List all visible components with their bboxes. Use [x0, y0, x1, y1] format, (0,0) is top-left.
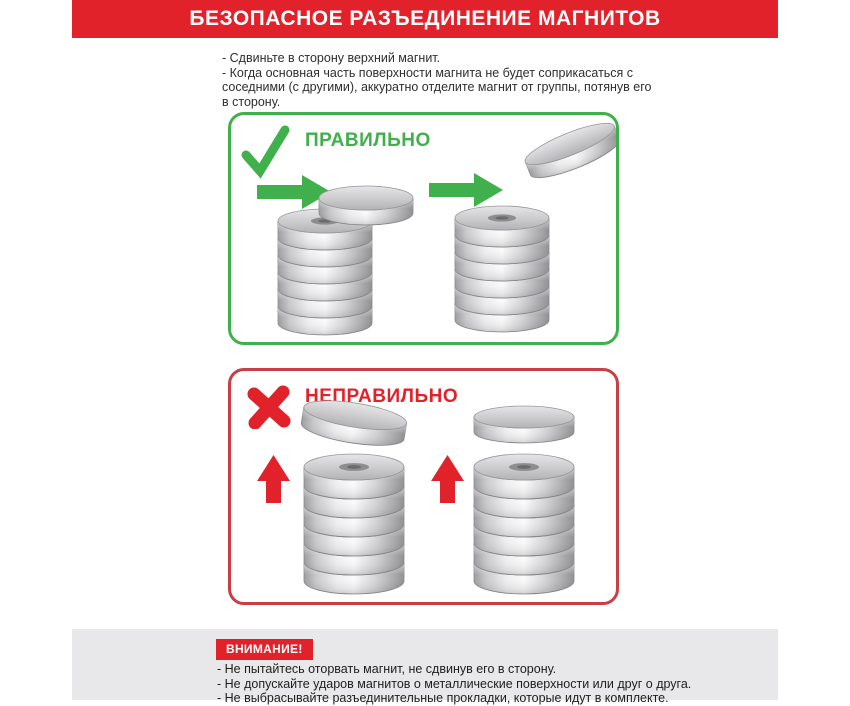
- correct-panel: [228, 112, 619, 345]
- magnet-disc-floating: [474, 406, 574, 443]
- warning-item: - Не допускайте ударов магнитов о металлические поверхности или друг о друга.: [217, 676, 692, 691]
- magnet-stack: [304, 454, 404, 594]
- magnet-disc-slid: [319, 186, 413, 225]
- instruction-line: - Сдвиньте в сторону верхний магнит.: [222, 51, 441, 65]
- incorrect-label: НЕПРАВИЛЬНО: [305, 386, 459, 407]
- warning-list: [217, 662, 691, 706]
- warning-item: - Не выбрасывайте разъединительные прокладки, которые идут в комплекте.: [217, 691, 669, 705]
- pull-up-arrow-icon: [257, 455, 290, 503]
- correct-label: ПРАВИЛЬНО: [305, 130, 431, 151]
- pull-up-arrow-icon: [431, 455, 464, 503]
- magnet-stack: [474, 454, 574, 594]
- incorrect-panel: [228, 368, 619, 605]
- warning-band: [72, 629, 778, 705]
- header-bar: [72, 0, 778, 38]
- magnet-disc-tilted: [299, 395, 408, 451]
- slide-right-arrow-icon: [429, 173, 503, 207]
- correct-scene: [231, 115, 616, 342]
- warning-item: - Не пытайтесь оторвать магнит, не сдвинув его в сторону.: [217, 662, 557, 676]
- instruction-line: - Когда основная часть поверхности магнита не будет соприкасаться с соседними (с другими), аккуратно отделите магнит от группы, потянув его в сторону.: [222, 65, 652, 109]
- instructions-block: [222, 51, 658, 109]
- page-title: БЕЗОПАСНОЕ РАЗЪЕДИНЕНИЕ МАГНИТОВ: [189, 7, 661, 30]
- warning-badge: ВНИМАНИЕ!: [216, 639, 313, 660]
- magnet-disc-tilted: [521, 116, 616, 185]
- magnet-stack: [455, 206, 549, 332]
- magnet-stack: [278, 209, 372, 335]
- incorrect-scene: [231, 371, 616, 602]
